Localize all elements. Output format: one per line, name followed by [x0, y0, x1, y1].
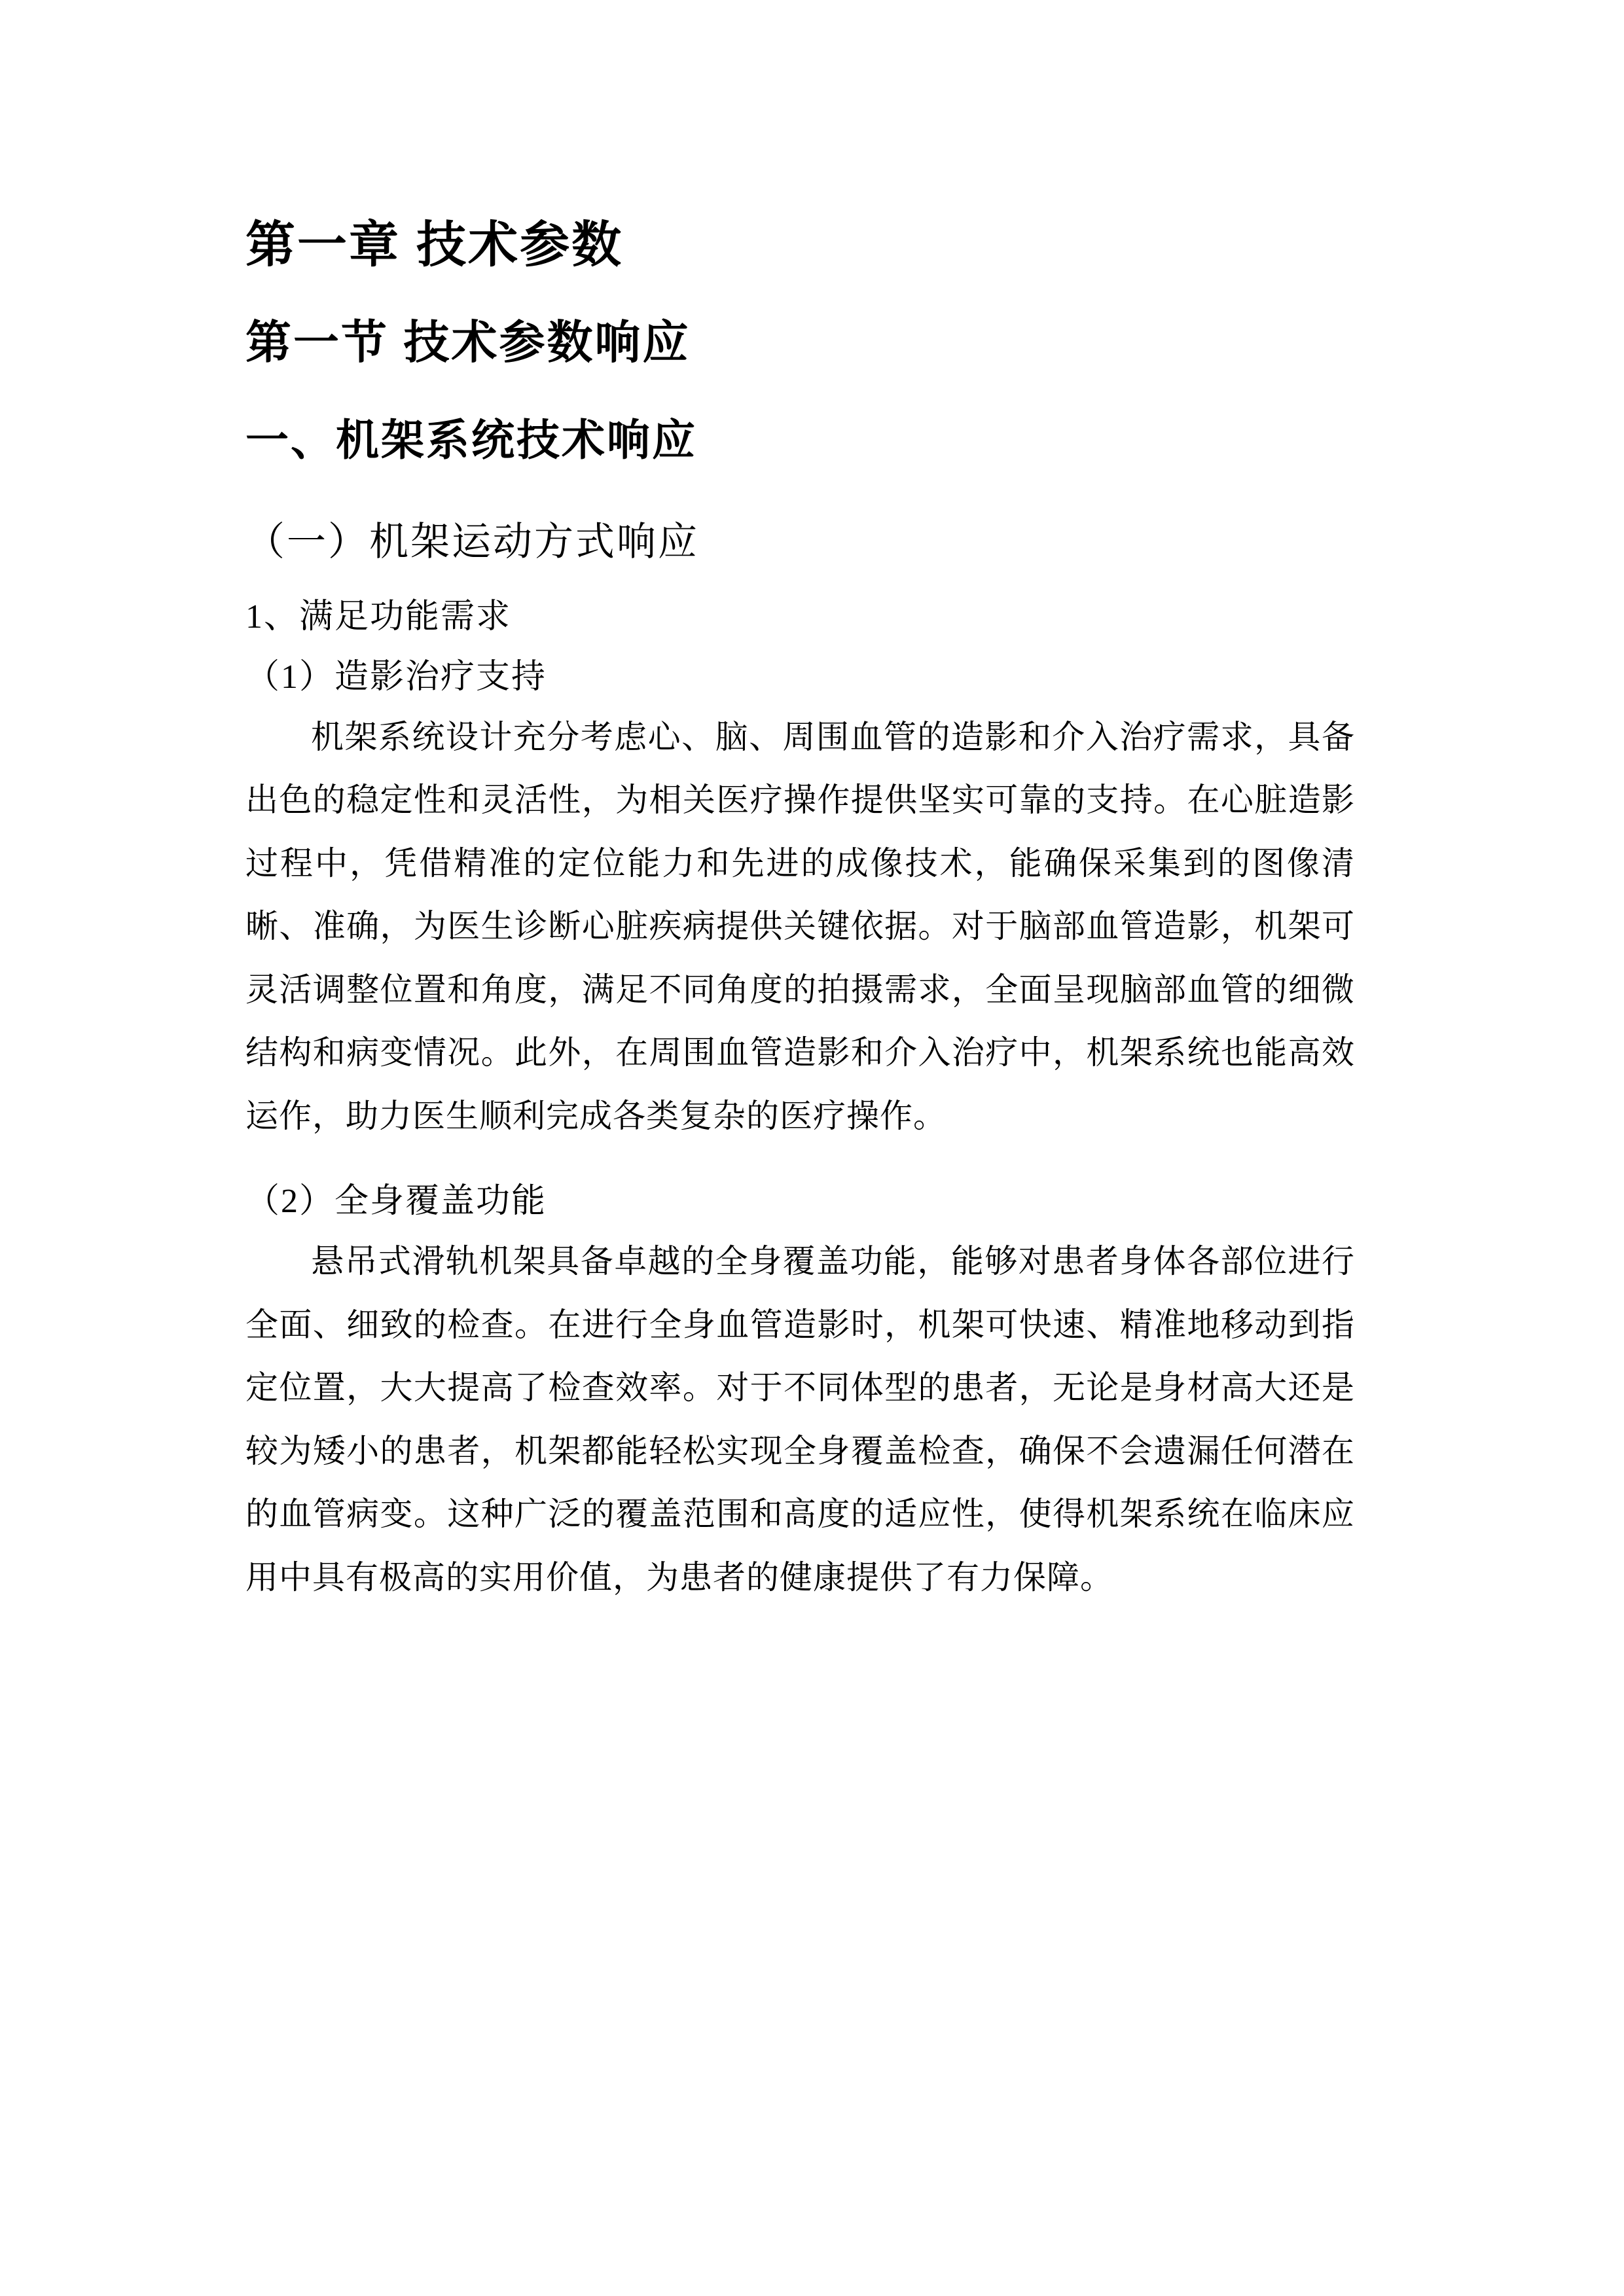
body-paragraph-full-body-coverage: 悬吊式滑轨机架具备卓越的全身覆盖功能，能够对患者身体各部位进行全面、细致的检查。在进行全身血管造影时，机架可快速、精准地移动到指定位置，大大提高了检查效率。对于不同体型的患者，无论是身材高大还是较为矮小的患者，机架都能轻松实现全身覆盖检查，确保不会遗漏任何潜在的血管病变。这种广泛的覆盖范围和高度的适应性，使得机架系统在临床应用中具有极高的实用价值，为患者的健康提供了有力保障。 — [245, 1243, 1355, 1596]
subsection-heading: 一、机架系统技术响应 — [245, 416, 697, 465]
body-paragraph-angiography-support: 机架系统设计充分考虑心、脑、周围血管的造影和介入治疗需求，具备出色的稳定性和灵活性，为相关医疗操作提供坚实可靠的支持。在心脏造影过程中，凭借精准的定位能力和先进的成像技术，能确保采集到的图像清晰、准确，为医生诊断心脏疾病提供关键依据。对于脑部血管造影，机架可灵活调整位置和角度，满足不同角度的拍摄需求，全面呈现脑部血管的细微结构和病变情况。此外，在周围血管造影和介入治疗中，机架系统也能高效运作，助力医生顺利完成各类复杂的医疗操作。 — [245, 718, 1355, 1134]
sub-item-heading-angiography-support: （1）造影治疗支持 — [245, 658, 547, 696]
item-heading-functional-needs: 1、满足功能需求 — [245, 598, 512, 636]
topic-heading: （一）机架运动方式响应 — [245, 520, 699, 564]
chapter-heading: 第一章 技术参数 — [245, 217, 624, 273]
section-heading: 第一节 技术参数响应 — [245, 316, 691, 368]
sub-item-heading-full-body-coverage: （2）全身覆盖功能 — [245, 1183, 547, 1221]
